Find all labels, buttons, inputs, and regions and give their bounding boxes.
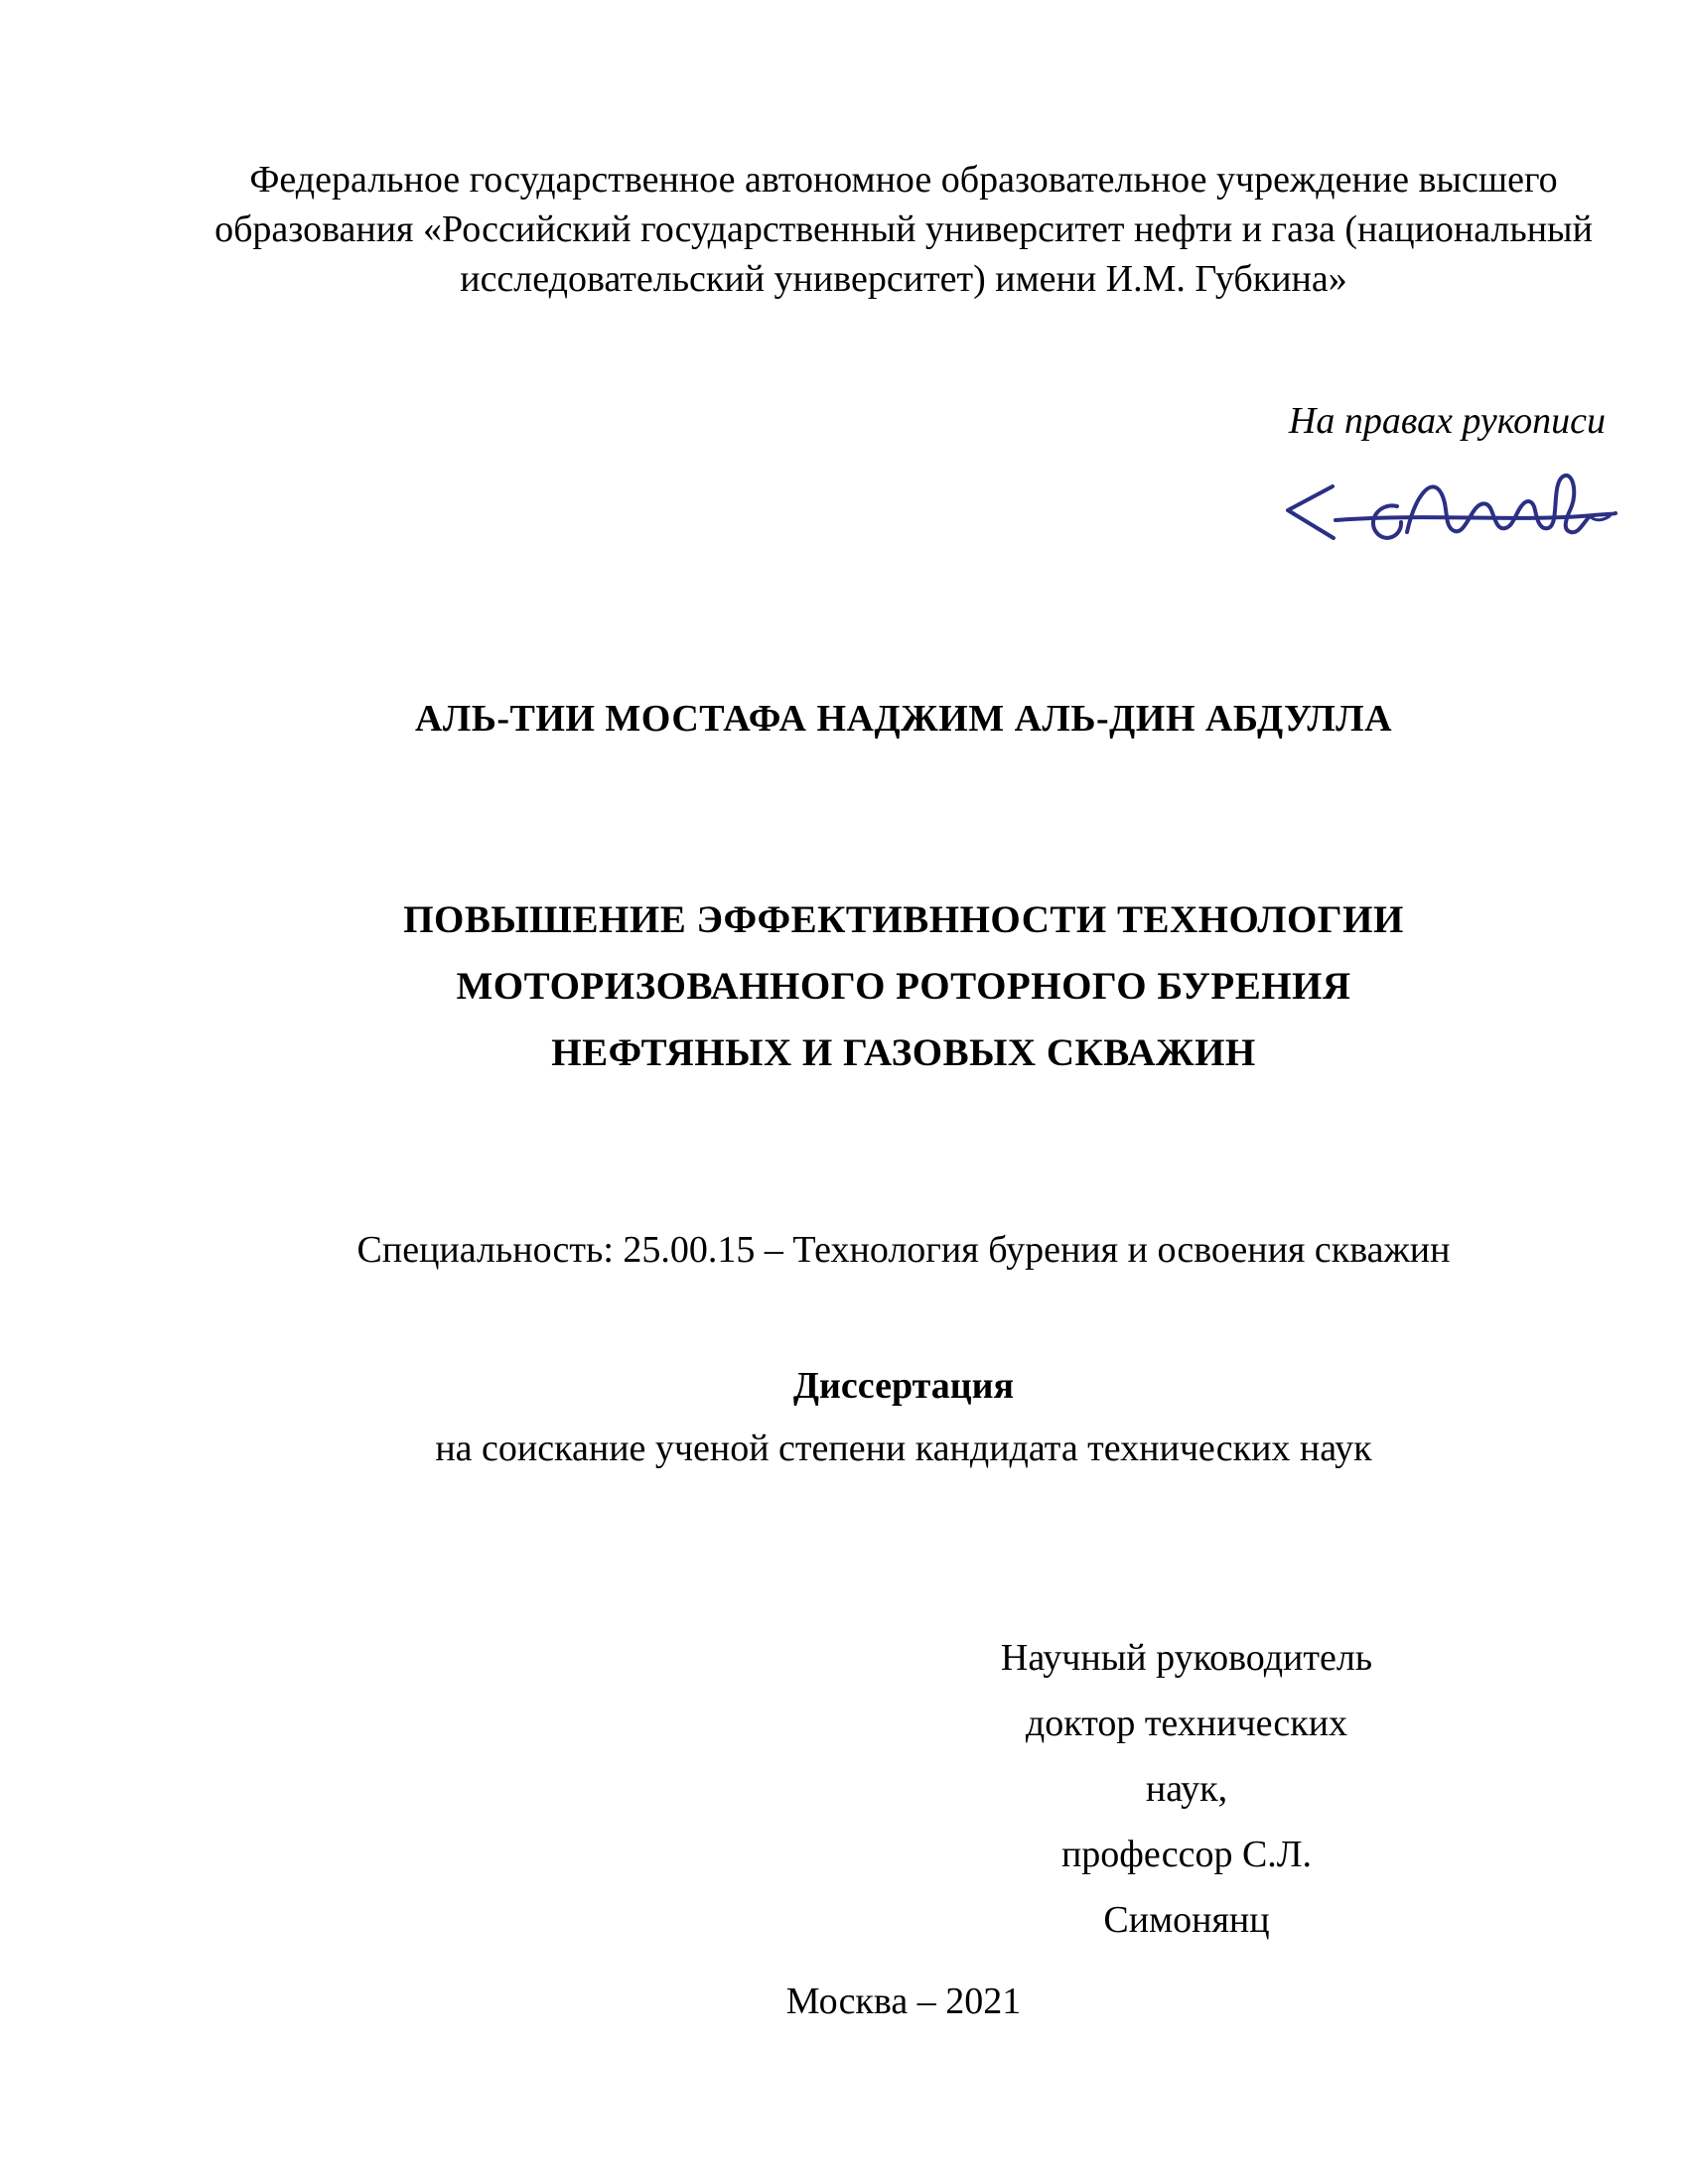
institution-header bbox=[209, 155, 1599, 304]
institution-header-line-3: исследовательский университет) имени И.М. Губкина» bbox=[460, 258, 1347, 300]
dissertation-title-line-3: НЕФТЯНЫХ И ГАЗОВЫХ СКВАЖИН bbox=[551, 1031, 1256, 1074]
thesis-type-heading: Диссертация bbox=[792, 1365, 1015, 1407]
city-and-year: Москва – 2021 bbox=[785, 1980, 1022, 2022]
supervisor-label: Научный руководитель bbox=[1000, 1637, 1373, 1679]
dissertation-title-line-2: МОТОРИЗОВАННОГО РОТОРНОГО БУРЕНИЯ bbox=[456, 965, 1351, 1008]
supervisor-degree: доктор технических наук, bbox=[1025, 1703, 1348, 1810]
specialty-line: Специальность: 25.00.15 – Технология бурения и освоения скважин bbox=[356, 1229, 1451, 1271]
supervisor-name: профессор С.Л. Симонянц bbox=[1060, 1834, 1313, 1941]
dissertation-title-line-1: ПОВЫШЕНИЕ ЭФФЕКТИВННОСТИ ТЕХНОЛОГИИ bbox=[403, 898, 1404, 941]
institution-header-line-2: образования «Российский государственный университет нефти и газа (национальный bbox=[214, 208, 1593, 250]
handwritten-signature bbox=[1276, 465, 1618, 564]
author-name: АЛЬ-ТИИ МОСТАФА НАДЖИМ АЛЬ-ДИН АБДУЛЛА bbox=[414, 698, 1393, 740]
signature-strokes bbox=[1288, 476, 1616, 538]
institution-header-line-1: Федеральное государственное автономное образовательное учреждение высшего bbox=[249, 159, 1558, 201]
dissertation-title bbox=[209, 887, 1599, 1086]
signature-image bbox=[1276, 465, 1618, 564]
supervisor-block bbox=[993, 1625, 1380, 1953]
thesis-degree-subtitle: на соискание ученой степени кандидата технических наук bbox=[435, 1428, 1372, 1469]
manuscript-rights-note: На правах рукописи bbox=[1288, 400, 1606, 442]
